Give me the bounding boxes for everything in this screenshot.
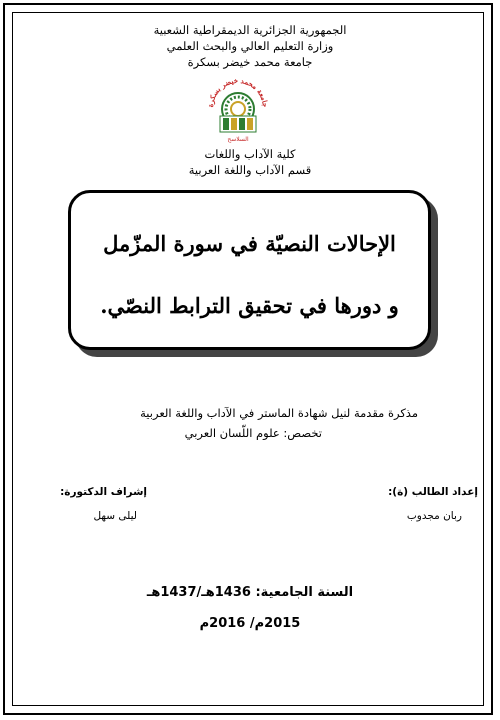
republic-name: الجمهورية الجزائرية الديمقراطية الشعبية: [153, 23, 347, 37]
thesis-title-box: [68, 190, 431, 350]
academic-year-hijri: السنة الجامعية: 1436هـ/1437هـ: [146, 585, 354, 600]
student-name: ربان مجدوب: [406, 510, 462, 522]
thesis-title-line-2: و دورها في تحقيق الترابط النصّي.: [100, 293, 399, 318]
logo-top-text: جامعة محمد خيضر بسكرة: [205, 78, 271, 108]
ministry-name: وزارة التعليم العالي والبحث العلمي: [166, 39, 334, 53]
supervisor-label: إشراف الدكتورة:: [60, 486, 147, 498]
student-label: إعداد الطالب (ة):: [388, 486, 478, 498]
academic-year-gregorian: 2015م/ 2016م: [199, 616, 301, 631]
department-name: قسم الآداب واللغة العربية: [188, 163, 312, 177]
supervisor-name: ليلى سهل: [93, 510, 137, 522]
thesis-title-line-1: الإحالات النصيّة في سورة المزّمل: [103, 231, 396, 256]
faculty-name: كلية الآداب واللغات: [204, 147, 296, 161]
university-seal-icon: [205, 78, 271, 144]
memo-purpose: مذكرة مقدمة لنيل شهادة الماستر في الآداب واللغة العربية: [140, 406, 418, 420]
memo-specialty: تخصص: علوم اللّسان العربي: [184, 426, 322, 440]
logo-bottom-text: السلاسح: [227, 136, 249, 143]
university-name: جامعة محمد خيضر بسكرة: [187, 55, 313, 69]
